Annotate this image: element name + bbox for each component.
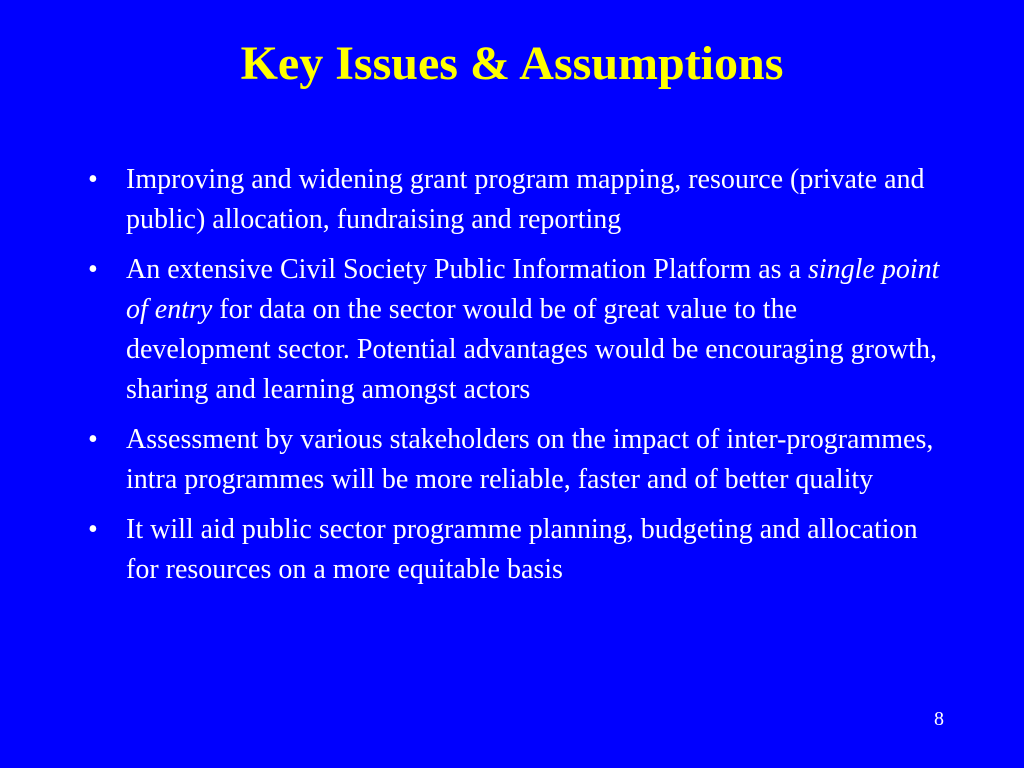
- bullet-item: [88, 160, 948, 240]
- bullet-text-after: for data on the sector would be of great value to the development sector. Potential advantages would be encouraging growth, sharing and learning amongst actors: [126, 294, 938, 405]
- bullet-item: [88, 510, 948, 590]
- bullet-mark: •: [88, 514, 98, 545]
- bullet-text: It will aid public sector programme planning, budgeting and allocation for resources on a more equitable basis: [126, 514, 918, 585]
- bullet-mark: •: [88, 254, 98, 285]
- bullet-text: Improving and widening grant program mapping, resource (private and public) allocation, fundraising and reporting: [126, 164, 925, 235]
- bullet-text: Assessment by various stakeholders on the impact of inter-programmes, intra programmes will be more reliable, faster and of better quality: [126, 424, 934, 495]
- slide-title: Key Issues & Assumptions: [240, 37, 784, 90]
- bullet-mark: •: [88, 424, 98, 455]
- bullet-text-emphasis: single point of entry: [126, 254, 940, 325]
- bullet-text-before: An extensive Civil Society Public Information Platform as a: [126, 254, 808, 285]
- bullet-list: [88, 160, 948, 600]
- bullet-mark: •: [88, 164, 98, 195]
- bullet-item: [88, 420, 948, 500]
- page-number: 8: [934, 708, 944, 730]
- bullet-item: [88, 250, 948, 410]
